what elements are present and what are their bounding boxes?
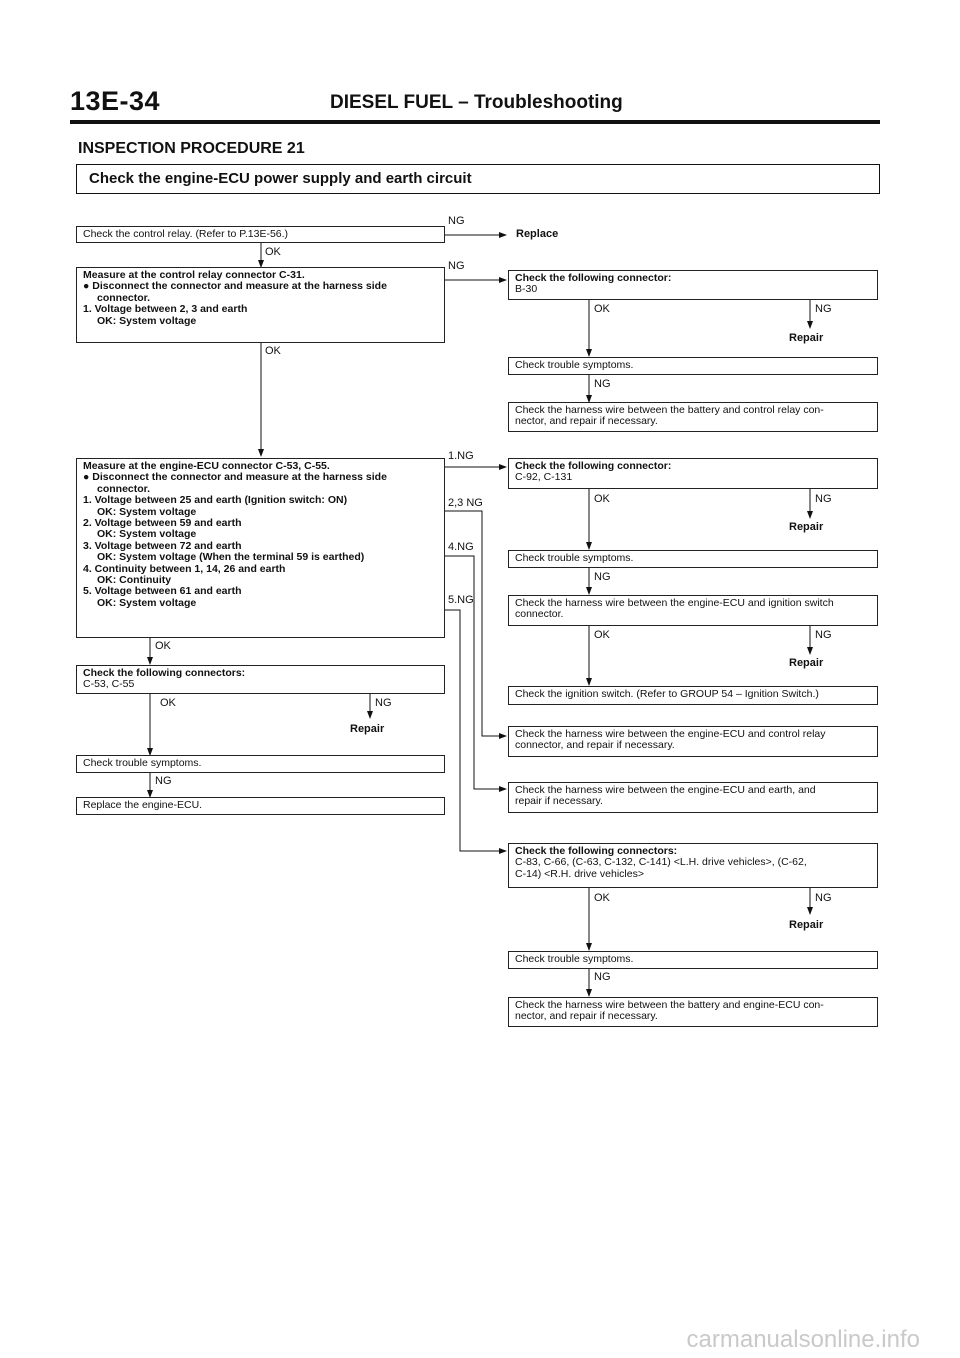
- trouble-left-text: Check trouble symptoms.: [83, 757, 202, 769]
- label-4ng: 4.NG: [448, 541, 474, 553]
- box-measure-engine-ecu: [76, 458, 445, 638]
- harness-ecu-relay-line2: connector, and repair if necessary.: [515, 739, 675, 752]
- label-ok-b30: OK: [594, 303, 610, 315]
- measure-ecu-line7: 3. Voltage between 72 and earth: [83, 539, 242, 552]
- box-harness-ecu-earth: [508, 782, 878, 813]
- label-ok-c53: OK: [160, 697, 176, 709]
- check-b30-title: Check the following connector:: [515, 272, 672, 284]
- measure-ecu-line9: 4. Continuity between 1, 14, 26 and earth: [83, 562, 286, 575]
- label-repair-ign: Repair: [789, 657, 824, 669]
- label-ng-measure-relay: NG: [448, 260, 465, 272]
- box-check-c53-c55: [76, 665, 445, 694]
- label-repair-c83: Repair: [789, 919, 824, 931]
- label-ng-trouble-left: NG: [155, 775, 172, 787]
- harness-ecu-earth-line1: Check the harness wire between the engine-ECU and earth, and: [515, 784, 816, 796]
- measure-ecu-title: Measure at the engine-ECU connector C-53, C-55.: [83, 460, 330, 472]
- ign-switch-text: Check the ignition switch. (Refer to GROUP 54 – Ignition Switch.): [515, 688, 819, 700]
- label-ng-c92: NG: [815, 493, 832, 505]
- measure-ecu-line1: ● Disconnect the connector and measure at the harness side: [83, 471, 387, 484]
- check-c92-title: Check the following connector:: [515, 460, 672, 472]
- check-c53-title: Check the following connectors:: [83, 667, 246, 679]
- label-ok-relay: OK: [265, 246, 281, 258]
- box-check-c83: [508, 843, 878, 888]
- harness-battery-ecu-line1: Check the harness wire between the battery and engine-ECU con-: [515, 999, 824, 1011]
- box-harness-battery-ecu: [508, 997, 878, 1027]
- label-ng-relay: NG: [448, 215, 465, 227]
- arrow-ecu-5ng: [444, 610, 506, 851]
- label-repair-c92: Repair: [789, 521, 824, 533]
- check-c83-title: Check the following connectors:: [515, 845, 678, 857]
- box-measure-control-relay: [76, 267, 445, 343]
- label-repair-b30: Repair: [789, 332, 824, 344]
- label-repair-c53: Repair: [350, 723, 385, 735]
- label-ng-c53: NG: [375, 697, 392, 709]
- measure-ecu-line3: 1. Voltage between 25 and earth (Ignition switch: ON): [83, 494, 348, 507]
- label-ng-b30: NG: [815, 303, 832, 315]
- measure-ecu-line5: 2. Voltage between 59 and earth: [83, 517, 242, 530]
- label-1ng: 1.NG: [448, 450, 474, 462]
- harness-battery-relay-line2: nector, and repair if necessary.: [515, 415, 658, 428]
- label-ng-ign: NG: [815, 629, 832, 641]
- box-harness-battery-relay: [508, 402, 878, 432]
- harness-ecu-ign-line2: connector.: [515, 608, 564, 621]
- page-title: DIESEL FUEL – Troubleshooting: [330, 92, 623, 113]
- measure-ecu-line11: 5. Voltage between 61 and earth: [83, 585, 242, 598]
- label-ok-ign: OK: [594, 629, 610, 641]
- main-heading: Check the engine-ECU power supply and earth circuit: [89, 170, 472, 187]
- measure-ecu-line10: OK: Continuity: [97, 574, 172, 587]
- box-check-trouble-left: [76, 755, 445, 773]
- label-ok-measure-relay: OK: [265, 345, 281, 357]
- measure-relay-line1: ● Disconnect the connector and measure at the harness side: [83, 280, 387, 293]
- check-b30-line1: B-30: [515, 283, 538, 296]
- box-check-c92: [508, 458, 878, 489]
- measure-relay-line4: OK: System voltage: [97, 314, 197, 327]
- label-ng-c83: NG: [815, 892, 832, 904]
- box-replace-ecu: [76, 797, 445, 815]
- check-c92-line1: C-92, C-131: [515, 471, 573, 484]
- box-ignition-switch: [508, 686, 878, 705]
- box-check-control-relay-text: Check the control relay. (Refer to P.13E-56.): [83, 228, 289, 240]
- measure-ecu-line4: OK: System voltage: [97, 505, 197, 518]
- check-c83-line1: C-83, C-66, (C-63, C-132, C-141) <L.H. drive vehicles>, (C-62,: [515, 856, 807, 869]
- box-check-trouble-r2: [508, 550, 878, 568]
- label-ok-c83: OK: [594, 892, 610, 904]
- trouble-r2-text: Check trouble symptoms.: [515, 552, 634, 564]
- replace-ecu-text: Replace the engine-ECU.: [83, 799, 203, 811]
- harness-ecu-earth-line2: repair if necessary.: [515, 795, 603, 808]
- label-replace: Replace: [516, 228, 559, 240]
- label-ng-trouble-r1: NG: [594, 378, 611, 390]
- box-check-control-relay: [76, 226, 445, 243]
- label-23ng: 2,3 NG: [448, 497, 483, 509]
- measure-relay-line3: 1. Voltage between 2, 3 and earth: [83, 303, 248, 316]
- measure-ecu-line6: OK: System voltage: [97, 528, 197, 541]
- check-c83-line2: C-14) <R.H. drive vehicles>: [515, 867, 644, 880]
- harness-battery-relay-line1: Check the harness wire between the battery and control relay con-: [515, 404, 824, 416]
- box-check-b30: [508, 270, 878, 300]
- box-harness-ecu-ignition: [508, 595, 878, 626]
- procedure-heading: INSPECTION PROCEDURE 21: [78, 140, 305, 157]
- measure-ecu-line8: OK: System voltage (When the terminal 59 is earthed): [97, 551, 365, 564]
- page-code: 13E-34: [70, 86, 161, 116]
- measure-ecu-line12: OK: System voltage: [97, 596, 197, 609]
- footer-watermark: carmanualsonline.info: [686, 1326, 920, 1353]
- arrow-ecu-4ng: [444, 556, 506, 789]
- label-5ng: 5.NG: [448, 594, 474, 606]
- harness-ecu-ign-line1: Check the harness wire between the engine-ECU and ignition switch: [515, 597, 834, 609]
- check-c53-line1: C-53, C-55: [83, 678, 135, 691]
- harness-ecu-relay-line1: Check the harness wire between the engine-ECU and control relay: [515, 728, 826, 740]
- box-check-trouble-r3: [508, 951, 878, 969]
- box-harness-ecu-relay: [508, 726, 878, 757]
- label-ng-trouble-r2: NG: [594, 571, 611, 583]
- trouble-r3-text: Check trouble symptoms.: [515, 953, 634, 965]
- label-ok-measure-ecu: OK: [155, 640, 171, 652]
- label-ng-trouble-r3: NG: [594, 971, 611, 983]
- measure-ecu-line2: connector.: [97, 482, 151, 495]
- measure-relay-title: Measure at the control relay connector C-31.: [83, 269, 305, 281]
- trouble-r1-text: Check trouble symptoms.: [515, 359, 634, 371]
- box-check-trouble-r1: [508, 357, 878, 375]
- measure-relay-line2: connector.: [97, 291, 151, 304]
- harness-battery-ecu-line2: nector, and repair if necessary.: [515, 1010, 658, 1023]
- label-ok-c92: OK: [594, 493, 610, 505]
